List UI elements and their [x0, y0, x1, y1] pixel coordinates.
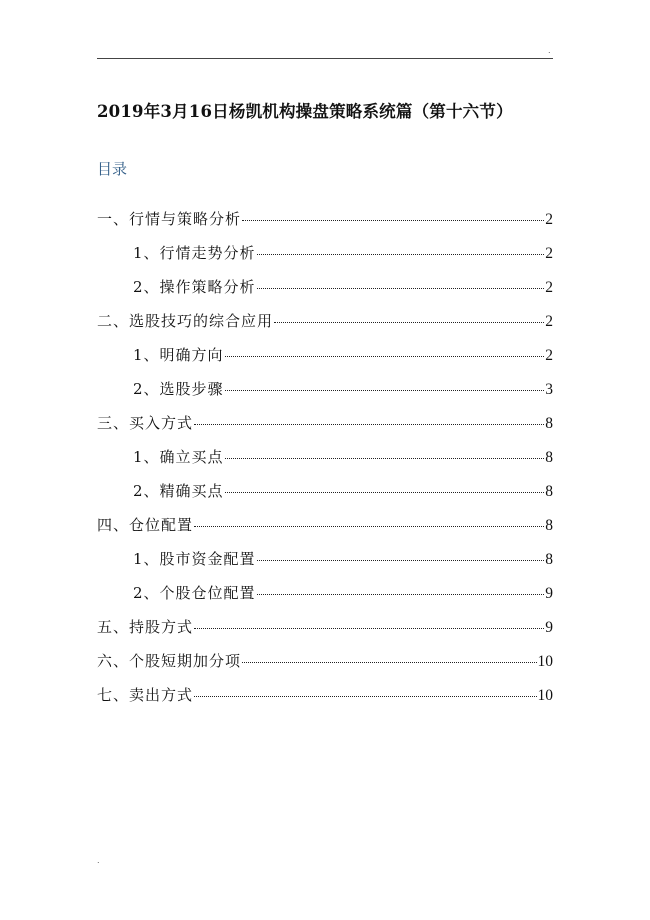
toc-entry[interactable] [97, 276, 553, 310]
toc-dot-leader [225, 356, 545, 357]
toc-entry[interactable] [97, 344, 553, 378]
toc-page-number: 10 [537, 687, 553, 704]
toc-entry[interactable] [97, 582, 553, 616]
toc-page-number: 2 [545, 279, 553, 296]
toc-dot-leader [242, 220, 544, 221]
toc-dot-leader [257, 594, 545, 595]
toc-page-number: 2 [545, 313, 553, 330]
toc-entry-text: 1、股市资金配置 [133, 550, 256, 568]
toc-entry[interactable] [97, 208, 553, 242]
toc-entry-text: 三、买入方式 [97, 414, 194, 432]
toc-entry-text: 2、操作策略分析 [133, 278, 256, 296]
toc-page-number: 8 [545, 517, 553, 534]
toc-entry[interactable] [97, 548, 553, 582]
toc-entry[interactable] [97, 684, 553, 718]
toc-page-number: 8 [545, 415, 553, 432]
toc-entry-text: 六、个股短期加分项 [97, 652, 242, 670]
toc-page-number: 8 [545, 449, 553, 466]
toc-entry-text: 1、明确方向 [133, 346, 224, 364]
toc-dot-leader [242, 662, 536, 663]
toc-entry[interactable] [97, 242, 553, 276]
toc-entry-text: 1、行情走势分析 [133, 244, 256, 262]
toc-page-number: 8 [545, 483, 553, 500]
toc-dot-leader [225, 458, 545, 459]
toc-entry-text: 1、确立买点 [133, 448, 224, 466]
header-mark: . [548, 46, 551, 55]
toc-page-number: 9 [545, 619, 553, 636]
toc-entry-text: 四、仓位配置 [97, 516, 194, 534]
toc-page-number: 2 [545, 347, 553, 364]
toc-dot-leader [257, 560, 545, 561]
toc-page-number: 9 [545, 585, 553, 602]
toc-entry[interactable] [97, 378, 553, 412]
toc-page-number: 2 [545, 211, 553, 228]
toc-page-number: 3 [545, 381, 553, 398]
header-rule [97, 58, 553, 59]
toc-entry[interactable] [97, 310, 553, 344]
toc-dot-leader [194, 526, 544, 527]
footer-mark: . [97, 856, 100, 865]
toc-entry[interactable] [97, 446, 553, 480]
toc-entry-text: 2、个股仓位配置 [133, 584, 256, 602]
toc-entry-text: 二、选股技巧的综合应用 [97, 312, 274, 330]
toc-entry[interactable] [97, 650, 553, 684]
toc-dot-leader [225, 390, 545, 391]
document-title: 2019年3月16日杨凯机构操盘策略系统篇（第十六节） [97, 102, 513, 121]
toc-entry-text: 一、行情与策略分析 [97, 210, 242, 228]
toc-dot-leader [194, 628, 544, 629]
toc-entry-text: 2、选股步骤 [133, 380, 224, 398]
toc-heading: 目录 [97, 160, 128, 178]
toc-dot-leader [257, 254, 545, 255]
toc-entry[interactable] [97, 514, 553, 548]
toc-dot-leader [194, 696, 536, 697]
toc-page-number: 10 [537, 653, 553, 670]
toc-entry[interactable] [97, 412, 553, 446]
toc-page-number: 8 [545, 551, 553, 568]
table-of-contents [97, 208, 553, 718]
toc-dot-leader [194, 424, 544, 425]
toc-entry-text: 2、精确买点 [133, 482, 224, 500]
toc-entry[interactable] [97, 616, 553, 650]
toc-dot-leader [225, 492, 545, 493]
toc-dot-leader [274, 322, 544, 323]
toc-page-number: 2 [545, 245, 553, 262]
toc-entry[interactable] [97, 480, 553, 514]
toc-dot-leader [257, 288, 545, 289]
toc-entry-text: 五、持股方式 [97, 618, 194, 636]
toc-entry-text: 七、卖出方式 [97, 686, 194, 704]
